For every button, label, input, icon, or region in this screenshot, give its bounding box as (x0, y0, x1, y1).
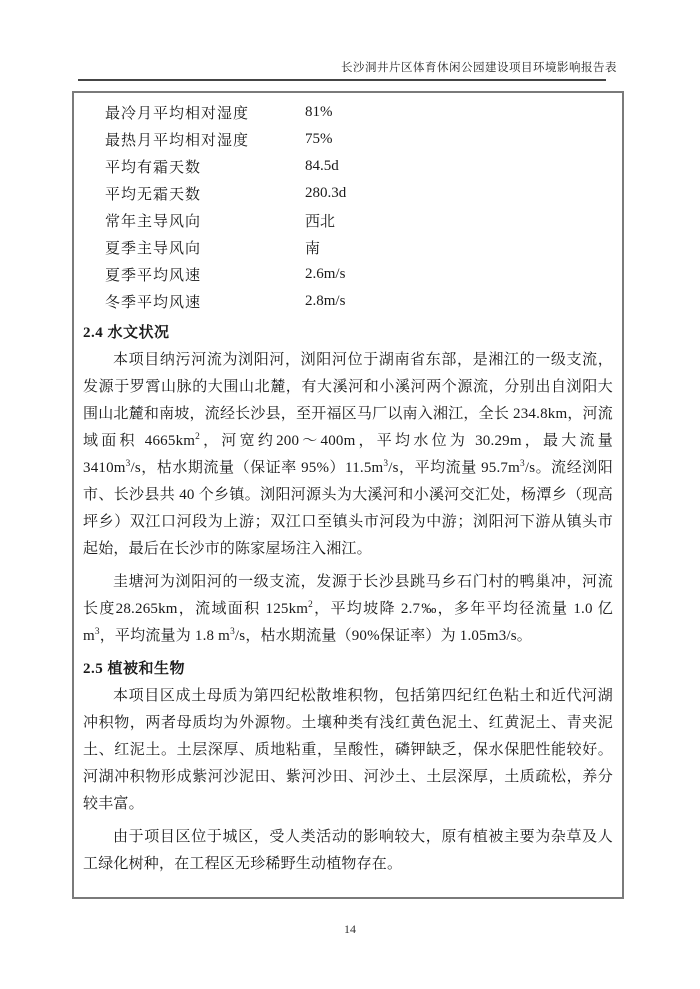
paragraph (83, 569, 613, 650)
text-run: /s。流经浏阳市、长沙县共 40 个乡镇。浏阳河源头为大溪河和小溪河交汇处，杨潭乡（现高坪乡）双江口河段为上游；双江口至镇头市河段为中游；浏阳河下游从镇头市起始，最后在长沙市的陈家屋场注入湘江。 (83, 460, 614, 557)
climate-row (83, 207, 613, 234)
text-run: 圭塘河为浏阳河的一级支流，发源于长沙县跳马乡石门村的鸭巢冲，河流长度28.265km，流域面积 125km (83, 574, 613, 617)
climate-row-label: 最热月平均相对湿度 (105, 133, 250, 149)
climate-row-value: 84.5d (305, 158, 339, 174)
climate-row (83, 153, 613, 180)
superscript: 3 (94, 627, 100, 637)
text-run: ，平均流量为 1.8 m (99, 628, 231, 644)
superscript: 2 (195, 432, 201, 442)
climate-row-value: 南 (305, 241, 321, 257)
paragraph (83, 683, 613, 818)
superscript: 3 (383, 459, 389, 469)
climate-row (83, 126, 613, 153)
climate-row-label: 夏季平均风速 (105, 268, 202, 284)
text-run: 本项目纳污河流为浏阳河，浏阳河位于湖南省东部，是湘江的一级支流，发源于罗霄山脉的大围山北麓，有大溪河和小溪河两个源流，分别出自浏阳大围山北麓和南坡，流经长沙县，至开福区马厂以南入湘江，全长 234.8km，河流域面积 4665km (83, 352, 613, 449)
superscript: 3 (125, 459, 131, 469)
page-number: 14 (344, 922, 356, 936)
climate-row-value: 75% (305, 131, 333, 147)
climate-row-label: 最冷月平均相对湿度 (105, 106, 250, 122)
climate-table (83, 99, 613, 315)
text-run: ，河宽约200～400m，平均水位为 30.29m，最大流量 3410m (83, 433, 613, 476)
climate-row-value: 西北 (305, 214, 336, 230)
text-run: /s，平均流量 95.7m (388, 460, 520, 476)
climate-row (83, 234, 613, 261)
climate-row-value: 280.3d (305, 185, 347, 201)
climate-row-value: 2.6m/s (305, 266, 346, 282)
climate-row (83, 99, 613, 126)
text-run: /s，枯水期流量（保证率 95%）11.5m (130, 460, 384, 476)
header-rule (78, 79, 606, 81)
climate-row (83, 288, 613, 315)
climate-row-label: 常年主导风向 (105, 214, 202, 230)
superscript: 2 (308, 600, 314, 610)
climate-row (83, 261, 613, 288)
page-header-title: 长沙洞井片区体育休闲公园建设项目环境影响报告表 (341, 62, 617, 74)
climate-row-value: 2.8m/s (305, 293, 346, 309)
sections (83, 320, 613, 878)
text-run: 本项目区成土母质为第四纪松散堆积物，包括第四纪红色粘土和近代河湖冲积物，两者母质均为外源物。土壤种类有浅红黄色泥土、红黄泥土、青夹泥土、红泥土。土层深厚、质地粘重，呈酸性，磷钾缺乏，保水保肥性能较好。河湖冲积物形成紫河沙泥田、紫河沙田、河沙土、土层深厚，土质疏松，养分较丰富。 (83, 688, 613, 812)
superscript: 3 (230, 627, 235, 637)
section-heading: 2.5 植被和生物 (83, 661, 186, 677)
section-heading: 2.4 水文状况 (83, 325, 170, 341)
document-body-box (72, 91, 624, 899)
superscript: 3 (520, 459, 525, 469)
climate-row-label: 冬季平均风速 (105, 295, 202, 311)
climate-row (83, 180, 613, 207)
paragraph (83, 824, 613, 878)
text-run: 由于项目区位于城区，受人类活动的影响较大，原有植被主要为杂草及人工绿化树种，在工程区无珍稀野生动植物存在。 (83, 829, 613, 872)
climate-row-label: 平均有霜天数 (105, 160, 202, 176)
text-run: /s，枯水期流量（90%保证率）为 1.05m3/s。 (234, 628, 532, 644)
climate-row-label: 平均无霜天数 (105, 187, 202, 203)
climate-row-value: 81% (305, 104, 333, 120)
text-run: ，平均坡降 2.7‰，多年平均径流量 1.0 亿 m (83, 601, 613, 644)
climate-row-label: 夏季主导风向 (105, 241, 202, 257)
paragraph (83, 347, 613, 563)
